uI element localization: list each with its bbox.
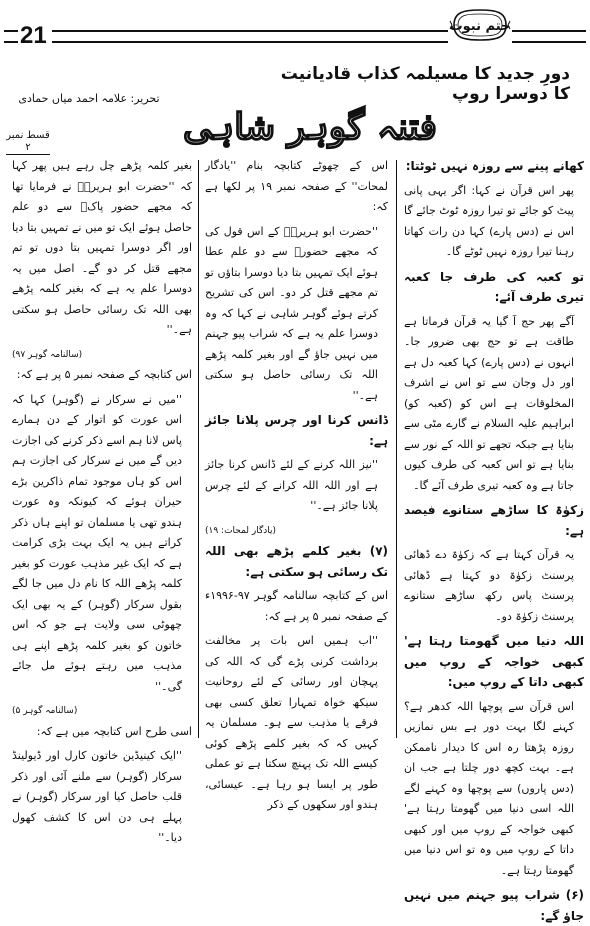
quote-paragraph: ''حضرت ابو ہریرہؓ کے اس قول کی کہ مجھے حضورؐ سے دو علم عطا ہوئے ایک تمہیں بتا دیا دوسرا بتاؤں تو تم مجھے قتل کر دو۔ اس کی تشریح کرتے ہوئے گوہر شاہی نے کہا کہ وہ دوسرا علم یہ ہے کہ شراب پیو جہنم میں نہیں جاؤ گے اور بغیر کلمہ پڑھے اللہ تک رسائی حاصل ہو سکتی ہے۔'' [205, 224, 378, 402]
installment-label: قسط نمبر ۲ [6, 130, 50, 153]
paragraph-heading: اللہ دنیا میں گھومتا رہتا ہے' کبھی خواجہ کے روپ میں کبھی داتا کے روپ میں: [404, 634, 584, 689]
paragraph: بغیر کلمہ پڑھے چل رہے ہیں پھر کہا کہ ''حضرت ابو ہریرہؓ نے فرمایا تھا کہ مجھے حضور پاکؐ سے دو علم حاصل ہوئے ایک تو میں نے تمہیں بتا دیا اور اگر دوسرا تمہیں بتا دوں تو تم مجھے قتل کر دو گے۔ اصل میں یہ دوسرا علم یہ ہے کہ بغیر کلمہ پڑھے بھی اللہ تک رسائی حاصل ہو سکتی ہے۔'' [12, 159, 192, 336]
paragraph: اس کے چھوٹے کتابچہ بنام ''یادگار لمحات'' کے صفحہ نمبر ۱۹ پر لکھا ہے کہ: [205, 159, 389, 213]
paragraph: اس قرآن سے پوچھا اللہ کدھر ہے؟ کہنے لگا بہت دور ہے بس نمازیں روزہ پڑھتا رہ اس کا دیدار ناممکن ہے۔ بہت کچھ دور چلتا ہے جب ان (دس پاروں) سے پوچھا وہ کہنے لگے اللہ اسی دنیا میں گھومتا رہتا ہے' کبھی خواجہ کے روپ میں اور کبھی داتا کے روپ میں وہ تو اس دنیا میں گھومتا رہتا ہے۔ [404, 699, 574, 877]
paragraph-heading: زکوٰۃ کا ساڑھے ستانوے فیصد ہے: [404, 503, 584, 538]
magazine-title-logo [450, 6, 510, 44]
magazine-title-text: ختم نبوت [449, 19, 511, 34]
reference-note: (یادگار لمحات: ۱۹) [205, 525, 277, 536]
column-left [12, 156, 192, 844]
paragraph: پھر اس قرآن نے کہا: اگر یہی پانی پیٹ کو جائے تو تیرا روزہ ٹوٹ جائے گا اس نے (دس پارے) کہا دن رات کھاتا رہنا تیرا روزہ نہیں ٹوٹے گا۔ [404, 183, 574, 258]
ornament-frame-icon [450, 6, 510, 44]
paragraph-heading: تو کعبہ کی طرف جا کعبہ تیری طرف آئے: [404, 269, 584, 304]
reference-note: (سالنامہ گوہر ۹۷) [12, 349, 83, 360]
paragraph: اس کے کتابچہ سالنامہ گوہر ۹۷-۱۹۹۶ء کے صفحہ نمبر ۵ پر ہے کہ: [205, 589, 388, 623]
paragraph: آگے پھر حج آ گیا یہ قرآن فرماتا ہے طاقت ہے تو حج بھی ضرور جا۔ انہوں نے (دس پارے) کہا کعبہ دل ہے اور دل وجان سے تو اس نے اشرف المخلوقات ہے اس کو (کعبہ کو) ابراہیم علیہ السلام نے گارے مٹی سے بنایا ہے جبکہ تجھے تو اللہ کے نور سے بنایا ہے تو اس کعبہ کی طرف کیوں جاتا ہے وہ کعبہ تیری طرف آئے گا۔ [404, 314, 574, 492]
paragraph: اسی طرح اس کتابچہ میں ہے کہ: [36, 724, 192, 738]
article-author: تحریر: علامہ احمد میاں حمادی [18, 92, 160, 105]
paragraph-heading: (۷) بغیر کلمے پڑھے بھی اللہ تک رسائی ہو سکتی ہے: [205, 544, 388, 579]
article-title: فتنہ گوہر شاہی [182, 106, 438, 148]
paragraph: یہ قرآن کہتا ہے کہ زکوٰۃ دے ڈھائی پرسنٹ زکوٰۃ دو کہتا ہے ڈھائی پرسنٹ پاس رکھ ساڑھے ستانوے پرسنٹ زکوٰۃ دو۔ [404, 548, 574, 623]
column-divider-left [198, 160, 199, 738]
column-middle [205, 156, 389, 811]
page-number: 21 [20, 22, 47, 49]
header-rule-right [512, 30, 586, 43]
paragraph-heading: ڈانس کرنا اور چرس پلانا جائز ہے: [205, 413, 388, 448]
reference-note: (سالنامہ گوہر ۵) [12, 706, 78, 716]
quote-paragraph: ''ایک کینیڈین خاتون کارل اور ڈیولینڈ سرکار (گوہر) سے ملنے آئی اور ذکر قلب حاصل کیا اور سرکار (گوہر) نے پہلے ہی دن اس کا کشف کھول دیا۔'' [12, 749, 182, 844]
quote-paragraph: ''میں نے سرکار نے (گوہر) کہا کہ اس عورت کو اتوار کے دن ہمارے پاس لانا ہم اسے ذکر کرنے کی اجازت دیں گے میں نے سرکار کی اجازت ہم اس کو ہاں موجود تمام ذاکرین بڑے حیران ہوئے کہ کیونکہ وہ عورت ہندو تھی یا مسلمان تو اپنے ہاں ذکر کراتے ہیں یہ ایک بہت بڑی کرامت ہے کہ ایک غیر مذہب عورت کو بغیر کلمہ پڑھے اللہ کا نام دل میں جا لگے بقول سرکار (گوہر) کے یہ بھی ایک چھوٹی سی ولایت ہے جو کہ اس خاتون کو بغیر کلمہ پڑھے اپنے ہی مذہب میں رہتے ہوئے مل جائے گی۔'' [12, 392, 182, 693]
quote-paragraph: ''نیز اللہ کرنے کے لئے ڈانس کرنا جائز ہے اور اللہ اللہ کرانے کے لئے چرس پلانا جائز ہے۔'' [205, 458, 378, 512]
column-right [404, 156, 584, 923]
paragraph-heading: (۶) شراب پیو جہنم میں نہیں جاؤ گے: [404, 888, 584, 923]
quote-paragraph: ''اب ہمیں اس بات پر مخالفت برداشت کرنی پڑے گی کہ اللہ کی پہچان اور رسائی کے لئے روحانیت سیکھ خواہ تمہارا تعلق کسی بھی فرقے یا مذہب سے ہو۔ مسلمان یہ کہیں کہ کہ بغیر کلمے پڑھے کوئی کیسے اللہ تک پہنچ سکتا ہے تو عملی طور پر ایسا ہو رہا ہے۔ عیسائی، ہندو اور سکھوں کے ذکر [205, 634, 378, 811]
column-divider-right [396, 160, 397, 738]
article-subtitle: دورِ جدید کا مسیلمہ کذاب قادیانیت کا دوسرا روپ [280, 64, 570, 104]
header-rule-middle [52, 30, 448, 43]
paragraph-heading: کھانے پینے سے روزہ نہیں ٹوٹتا: [405, 159, 584, 173]
paragraph: اس کتابچہ کے صفحہ نمبر ۵ پر ہے کہ: [16, 368, 192, 381]
header-rule-left [4, 30, 18, 43]
